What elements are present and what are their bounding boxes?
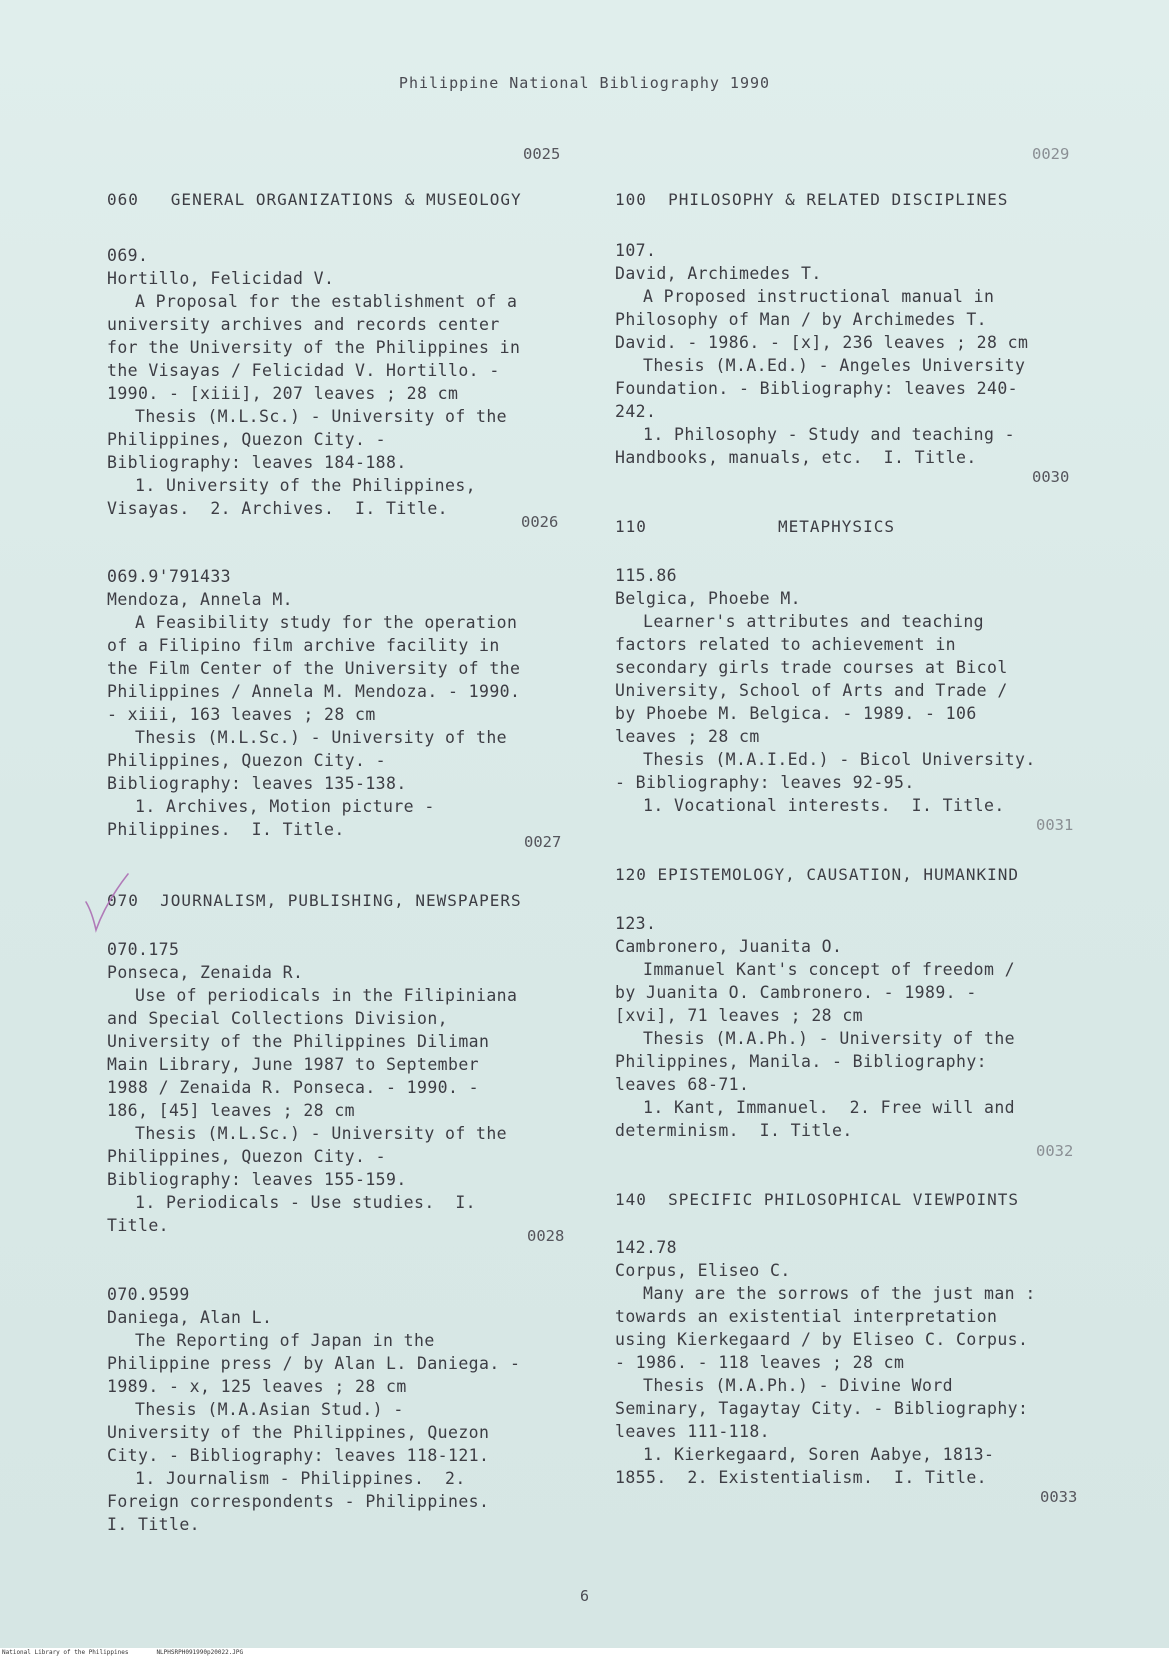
entry-line: of a Filipino film archive facility in (107, 636, 500, 655)
entry-line: Bibliography: leaves 184-188. (107, 453, 407, 472)
record-code: 0032 (1036, 1142, 1074, 1160)
entry-line: and Special Collections Division, (107, 1009, 449, 1028)
entry-line: Foreign correspondents - Philippines. (107, 1492, 490, 1511)
entry-line: the Film Center of the University of the (107, 659, 521, 678)
entry-line: the Visayas / Felicidad V. Hortillo. - (107, 361, 500, 380)
entry-line: A Proposed instructional manual in (643, 287, 995, 306)
entry-line: factors related to achievement in (615, 635, 957, 654)
entry-line: Philippines, Manila. - Bibliography: (615, 1052, 988, 1071)
entry-line: 1. Kant, Immanuel. 2. Free will and (643, 1098, 1016, 1117)
entry-line: I. Title. (107, 1515, 201, 1534)
entry-line: determinism. I. Title. (615, 1121, 853, 1140)
call-number: 142.78 (615, 1238, 678, 1257)
entry-line: leaves 68-71. (615, 1075, 750, 1094)
entry-line: Main Library, June 1987 to September (107, 1055, 480, 1074)
call-number: 069.9'791433 (107, 567, 232, 586)
record-code: 0033 (1040, 1488, 1078, 1506)
entry-line: A Proposal for the establishment of a (135, 292, 518, 311)
entry-line: 1855. 2. Existentialism. I. Title. (615, 1468, 988, 1487)
entry-line: Bibliography: leaves 155-159. (107, 1170, 407, 1189)
entry-line: - xiii, 163 leaves ; 28 cm (107, 705, 376, 724)
entry-line: Philippines, Quezon City. - (107, 430, 387, 449)
record-code: 0029 (1032, 145, 1070, 163)
entry-line: using Kierkegaard / by Eliseo C. Corpus. (615, 1330, 1029, 1349)
entry-author: David, Archimedes T. (615, 264, 822, 283)
entry-line: Handbooks, manuals, etc. I. Title. (615, 448, 977, 467)
section-heading-060: 060 GENERAL ORGANIZATIONS & MUSEOLOGY (107, 190, 522, 209)
entry-line: 1990. - [xiii], 207 leaves ; 28 cm (107, 384, 459, 403)
entry-line: The Reporting of Japan in the (135, 1331, 435, 1350)
section-heading-110-title: METAPHYSICS (778, 517, 895, 536)
entry-line: 242. (615, 402, 657, 421)
entry-line: City. - Bibliography: leaves 118-121. (107, 1446, 490, 1465)
footer-library: National Library of the Philippines (2, 1649, 129, 1656)
entry-line: university archives and records center (107, 315, 500, 334)
page-header: Philippine National Bibliography 1990 (398, 74, 771, 92)
record-code: 0030 (1032, 468, 1070, 486)
entry-line: Thesis (M.A.Ph.) - University of the (643, 1029, 1016, 1048)
footer-file: NLPHSRPH091990p20022.JPG (156, 1649, 244, 1656)
entry-line: 1988 / Zenaida R. Ponseca. - 1990. - (107, 1078, 480, 1097)
call-number: 123. (615, 914, 657, 933)
entry-line: for the University of the Philippines in (107, 338, 521, 357)
entry-line: by Juanita O. Cambronero. - 1989. - (615, 983, 977, 1002)
record-code: 0031 (1036, 816, 1074, 834)
call-number: 070.175 (107, 940, 180, 959)
entry-line: Philippine press / by Alan L. Daniega. - (107, 1354, 521, 1373)
entry-line: 1. Archives, Motion picture - (135, 797, 435, 816)
record-code: 0027 (524, 833, 562, 851)
entry-line: 1. Philosophy - Study and teaching - (643, 425, 1016, 444)
entry-line: David. - 1986. - [x], 236 leaves ; 28 cm (615, 333, 1029, 352)
entry-line: Thesis (M.A.Ph.) - Divine Word (643, 1376, 954, 1395)
entry-line: Bibliography: leaves 135-138. (107, 774, 407, 793)
entry-author: Daniega, Alan L. (107, 1308, 273, 1327)
entry-line: - 1986. - 118 leaves ; 28 cm (615, 1353, 905, 1372)
entry-line: Philippines, Quezon City. - (107, 1147, 387, 1166)
entry-line: Learner's attributes and teaching (643, 612, 985, 631)
entry-line: Visayas. 2. Archives. I. Title. (107, 499, 449, 518)
section-heading-140: 140 SPECIFIC PHILOSOPHICAL VIEWPOINTS (615, 1190, 1020, 1209)
scan-footer (0, 1648, 1169, 1658)
entry-line: Philippines / Annela M. Mendoza. - 1990. (107, 682, 521, 701)
entry-line: Use of periodicals in the Filipiniana (135, 986, 518, 1005)
entry-author: Belgica, Phoebe M. (615, 589, 802, 608)
entry-line: - Bibliography: leaves 92-95. (615, 773, 915, 792)
call-number: 107. (615, 241, 657, 260)
section-heading-070: 070 JOURNALISM, PUBLISHING, NEWSPAPERS (107, 891, 522, 910)
entry-line: Philippines. I. Title. (107, 820, 345, 839)
page-number: 6 (579, 1587, 590, 1605)
entry-line: [xvi], 71 leaves ; 28 cm (615, 1006, 864, 1025)
entry-line: 1. University of the Philippines, (135, 476, 477, 495)
entry-author: Hortillo, Felicidad V. (107, 269, 335, 288)
entry-line: University of the Philippines, Quezon (107, 1423, 490, 1442)
entry-author: Ponseca, Zenaida R. (107, 963, 304, 982)
entry-line: 1. Journalism - Philippines. 2. (135, 1469, 466, 1488)
entry-line: 1. Vocational interests. I. Title. (643, 796, 1005, 815)
entry-line: Philosophy of Man / by Archimedes T. (615, 310, 988, 329)
entry-line: secondary girls trade courses at Bicol (615, 658, 1008, 677)
entry-line: Philippines, Quezon City. - (107, 751, 387, 770)
entry-author: Cambronero, Juanita O. (615, 937, 843, 956)
entry-line: Foundation. - Bibliography: leaves 240- (615, 379, 1019, 398)
call-number: 069. (107, 246, 149, 265)
record-code: 0026 (521, 513, 559, 531)
entry-author: Corpus, Eliseo C. (615, 1261, 791, 1280)
entry-line: towards an existential interpretation (615, 1307, 998, 1326)
entry-line: Thesis (M.A.I.Ed.) - Bicol University. (643, 750, 1036, 769)
entry-line: Thesis (M.L.Sc.) - University of the (135, 1124, 508, 1143)
entry-line: leaves ; 28 cm (615, 727, 760, 746)
record-code: 0028 (527, 1227, 565, 1245)
entry-line: Title. (107, 1216, 170, 1235)
record-code: 0025 (523, 145, 561, 163)
entry-line: Thesis (M.A.Ed.) - Angeles University (643, 356, 1026, 375)
entry-line: Thesis (M.A.Asian Stud.) - (135, 1400, 404, 1419)
entry-author: Mendoza, Annela M. (107, 590, 294, 609)
entry-line: 1. Periodicals - Use studies. I. (135, 1193, 477, 1212)
entry-line: by Phoebe M. Belgica. - 1989. - 106 (615, 704, 977, 723)
check-mark-icon (84, 872, 130, 936)
call-number: 070.9599 (107, 1285, 190, 1304)
entry-line: A Feasibility study for the operation (135, 613, 518, 632)
entry-line: Seminary, Tagaytay City. - Bibliography: (615, 1399, 1029, 1418)
entry-line: University, School of Arts and Trade / (615, 681, 1008, 700)
entry-line: University of the Philippines Diliman (107, 1032, 490, 1051)
entry-line: 1989. - x, 125 leaves ; 28 cm (107, 1377, 407, 1396)
section-heading-110-number: 110 (615, 517, 647, 536)
section-heading-120: 120 EPISTEMOLOGY, CAUSATION, HUMANKIND (615, 865, 1020, 884)
entry-line: 186, [45] leaves ; 28 cm (107, 1101, 356, 1120)
entry-line: leaves 111-118. (615, 1422, 771, 1441)
entry-line: 1. Kierkegaard, Soren Aabye, 1813- (643, 1445, 995, 1464)
entry-line: Thesis (M.L.Sc.) - University of the (135, 407, 508, 426)
section-heading-100: 100 PHILOSOPHY & RELATED DISCIPLINES (615, 190, 1009, 209)
entry-line: Thesis (M.L.Sc.) - University of the (135, 728, 508, 747)
entry-line: Many are the sorrows of the just man : (643, 1284, 1036, 1303)
entry-line: Immanuel Kant's concept of freedom / (643, 960, 1016, 979)
call-number: 115.86 (615, 566, 678, 585)
